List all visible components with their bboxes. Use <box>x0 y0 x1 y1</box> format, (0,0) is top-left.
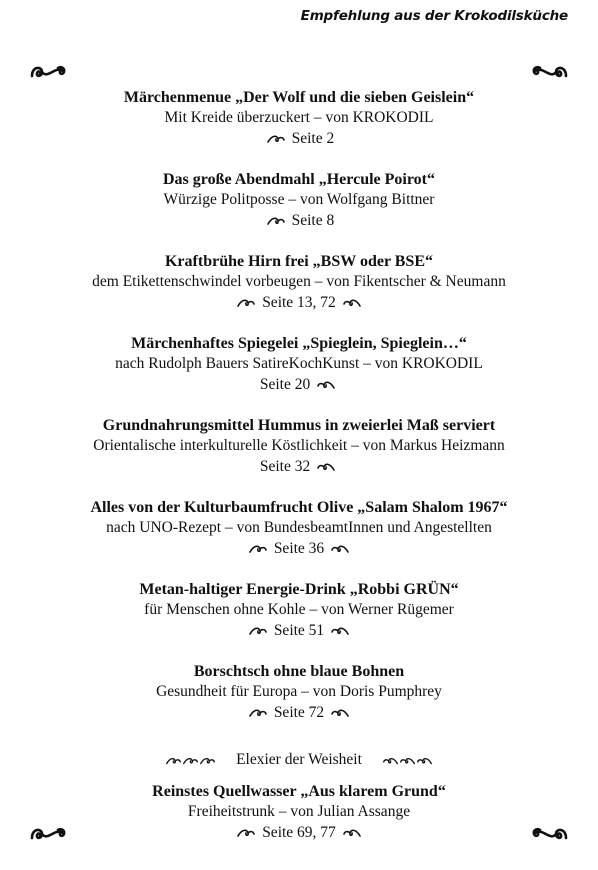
recipe-page-ref <box>0 456 598 478</box>
leaf-ornament-icon <box>330 625 350 637</box>
recipe-subtitle: Freiheitstrunk – von Julian Assange <box>187 803 411 820</box>
leaf-ornament-icon <box>182 755 199 767</box>
page-number: Seite 36 <box>273 540 325 557</box>
recipe-entry <box>0 334 598 416</box>
page-number: Seite 51 <box>273 622 325 639</box>
recipe-entry <box>0 416 598 498</box>
recipe-entry <box>0 170 598 252</box>
recipe-page-ref <box>0 292 598 314</box>
leaf-ornament-icon <box>236 297 256 309</box>
recipe-entry <box>0 88 598 170</box>
leaf-ornament-icon <box>330 707 350 719</box>
page-number: Seite 32 <box>259 458 311 475</box>
leaf-ornament-icon <box>416 755 433 767</box>
recipe-entry <box>0 662 598 744</box>
leaf-ornament-icon <box>266 133 286 145</box>
recipe-entry <box>0 252 598 334</box>
leaf-ornament-icon <box>342 827 362 839</box>
recipe-subtitle: nach UNO-Rezept – von BundesbeamtInnen und Angestellten <box>106 519 492 536</box>
leaf-ornament-icon <box>236 827 256 839</box>
recipe-page-ref <box>0 702 598 724</box>
recipe-title: Grundnahrungsmittel Hummus in zweierlei Maß serviert <box>102 417 496 434</box>
recipe-subtitle: Würzige Politposse – von Wolfgang Bittner <box>163 191 435 208</box>
leaf-ornament-icon <box>399 755 416 767</box>
recipe-subtitle: Gesundheit für Europa – von Doris Pumphrey <box>156 683 442 700</box>
leaf-ornament-icon <box>266 215 286 227</box>
leaf-ornament-icon <box>330 543 350 555</box>
recipe-entry <box>0 498 598 580</box>
recipe-page-ref <box>0 210 598 232</box>
recipe-subtitle: dem Etikettenschwindel vorbeugen – von Fikentscher & Neumann <box>92 273 506 290</box>
recipe-entry <box>0 782 598 864</box>
page-number: Seite 8 <box>291 212 335 229</box>
recipe-title: Reinstes Quellwasser „Aus klarem Grund“ <box>152 783 446 800</box>
recipe-page-ref <box>0 822 598 844</box>
leaf-ornament-icon <box>316 461 336 473</box>
recipe-list <box>0 88 598 864</box>
leaf-ornament-icon <box>248 625 268 637</box>
recipe-title: Märchenhaftes Spiegelei „Spieglein, Spieglein…“ <box>131 335 467 352</box>
page-number: Seite 72 <box>273 704 325 721</box>
leaf-ornament-icon <box>382 755 399 767</box>
recipe-subtitle: Orientalische interkulturelle Köstlichkeit – von Markus Heizmann <box>93 437 505 454</box>
recipe-page-ref <box>0 374 598 396</box>
recipe-title: Das große Abendmahl „Hercule Poirot“ <box>163 171 435 188</box>
recipe-title: Metan-haltiger Energie-Drink „Robbi GRÜN“ <box>139 581 459 598</box>
recipe-entry <box>0 580 598 662</box>
recipe-title: Märchenmenue „Der Wolf und die sieben Geislein“ <box>123 89 475 106</box>
swirl-ornament-icon <box>28 60 68 84</box>
recipe-title: Alles von der Kulturbaumfrucht Olive „Salam Shalom 1967“ <box>90 499 508 516</box>
recipe-subtitle: Mit Kreide überzuckert – von KROKODIL <box>164 109 434 126</box>
recipe-title: Kraftbrühe Hirn frei „BSW oder BSE“ <box>164 253 433 270</box>
recipe-title: Borschtsch ohne blaue Bohnen <box>193 663 405 680</box>
recipe-subtitle: nach Rudolph Bauers SatireKochKunst – von KROKODIL <box>115 355 483 372</box>
leaf-ornament-icon <box>342 297 362 309</box>
leaf-ornament-icon <box>248 543 268 555</box>
recipe-page-ref <box>0 538 598 560</box>
page-number: Seite 13, 72 <box>262 294 336 311</box>
page-number: Seite 2 <box>291 130 335 147</box>
leaf-ornament-icon <box>316 379 336 391</box>
swirl-ornament-icon <box>530 60 570 84</box>
divider-label: Elexier der Weisheit <box>236 751 362 768</box>
recipe-subtitle: für Menschen ohne Kohle – von Werner Rügemer <box>144 601 454 618</box>
leaf-ornament-icon <box>165 755 182 767</box>
page-number: Seite 20 <box>259 376 311 393</box>
recipe-page-ref <box>0 620 598 642</box>
recipe-page-ref <box>0 128 598 150</box>
page-header: Empfehlung aus der Krokodilsküche <box>300 8 568 24</box>
page-number: Seite 69, 77 <box>262 824 336 841</box>
leaf-ornament-group <box>165 750 216 770</box>
section-divider <box>0 744 598 782</box>
leaf-ornament-icon <box>248 707 268 719</box>
leaf-ornament-icon <box>199 755 216 767</box>
leaf-ornament-group <box>382 750 433 770</box>
